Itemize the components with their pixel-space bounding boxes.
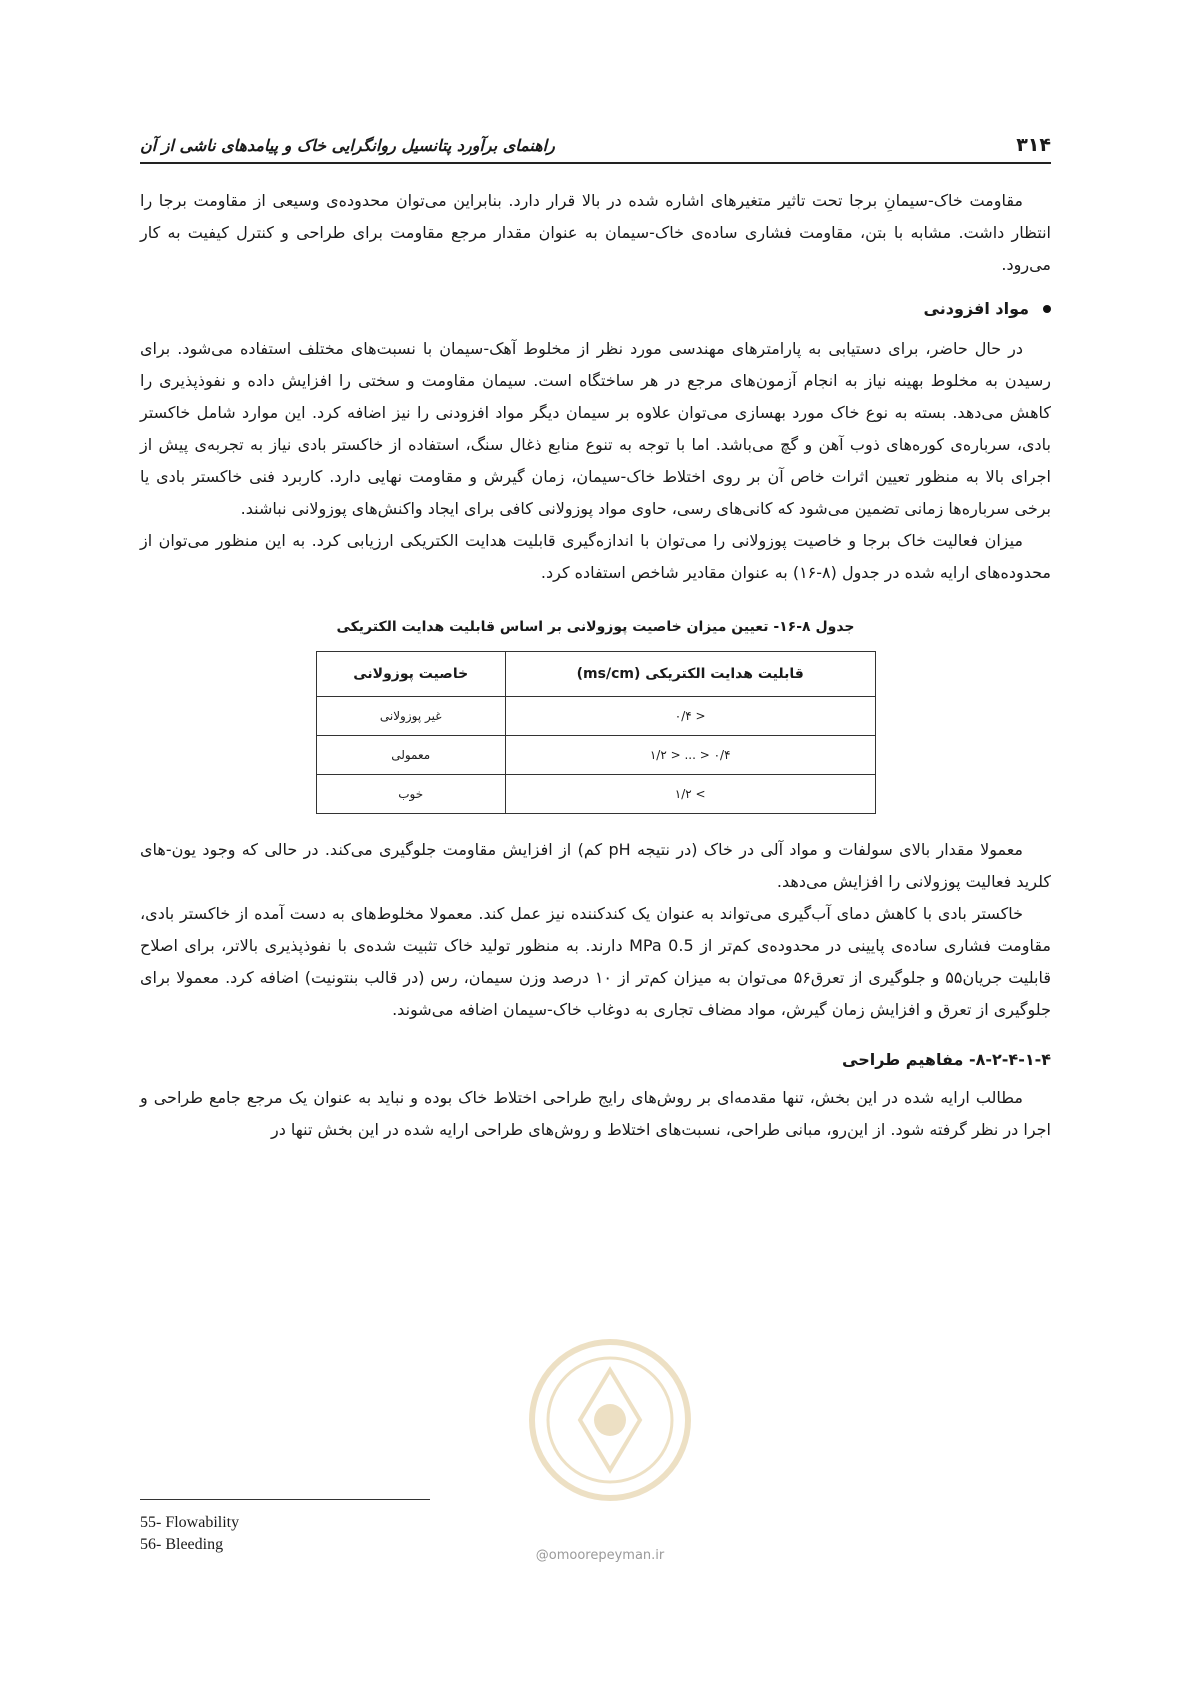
bullet-icon (1043, 305, 1051, 313)
running-title: راهنمای برآورد پتانسیل روانگرایی خاک و پیامدهای ناشی از آن (140, 136, 555, 155)
footnote-divider (140, 1499, 430, 1500)
paragraph-3: میزان فعالیت خاک برجا و خاصیت پوزولانی را می‌توان با اندازه‌گیری قابلیت هدایت الکتریکی ارزیابی کرد. به این منظور می‌توان از محدوده‌های ارایه شده در جدول (۸-۱۶) به عنوان مقادیر شاخص استفاده کرد. (140, 531, 1051, 582)
table-cell: > ۱/۲ (505, 775, 875, 814)
footnote-56: 56- Bleeding (140, 1536, 224, 1553)
table-cell: < ۰/۴ (505, 697, 875, 736)
footnote-55: 55- Flowability (140, 1514, 240, 1531)
table-row (316, 697, 875, 736)
table-cell: ۰/۴ < ... < ۱/۲ (505, 736, 875, 775)
footnotes (140, 1512, 239, 1556)
page-number: ۳۱۴ (1016, 134, 1051, 156)
page-header (140, 128, 1051, 164)
table-cell: غیر پوزولانی (316, 697, 505, 736)
watermark-seal-icon (520, 1310, 700, 1550)
paragraph-2: در حال حاضر، برای دستیابی به پارامترهای مهندسی مورد نظر از مخلوط آهک-سیمان با نسبت‌های مختلف استفاده می‌شود. برای رسیدن به مخلوط بهینه نیاز به انجام آزمون‌های مرجع در هر ساختگاه است. سیمان مقاومت و سختی را افزایش داده و نفوذپذیری را کاهش می‌دهد. بسته به نوع خاک مورد بهسازی می‌توان علاوه بر سیمان دیگر مواد افزودنی را نیز اضافه کرد. این موارد شامل خاکستر بادی، سرباره‌ی کوره‌های ذوب آهن و گچ می‌باشد. اما با توجه به تنوع منابع ذغال سنگ، استفاده از خاکستر بادی نیاز به تجربه‌ی پیش از اجرای بالا به منظور تعیین اثرات خاص آن بر روی اختلاط خاک-سیمان، زمان گیرش و مقاومت نهایی دارد. کاربرد فنی خاکستر بادی یا برخی سرباره‌ها زمانی تضمین می‌شود که کانی‌های رسی، حاوی مواد پوزولانی کافی برای ایجاد واکنش‌های پوزولانی نباشند. (140, 339, 1051, 518)
table-header-cell: خاصیت پوزولانی (316, 652, 505, 697)
table-caption: جدول ۸-۱۶- تعیین میزان خاصیت پوزولانی بر اساس قابلیت هدایت الکتریکی (336, 619, 855, 635)
table-row (316, 736, 875, 775)
paragraph-1: مقاومت خاک-سیمانِ برجا تحت تاثیر متغیرهای اشاره شده در بالا قرار دارد. بنابراین می‌توان محدوده‌ی وسیعی از مقاومت برجا را انتظار داشت. مشابه با بتن، مقاومت فشاری ساده‌ی خاک-سیمان به عنوان مقدار مرجع مقاومت برای طراحی و کنترل کیفیت به کار می‌رود. (140, 191, 1051, 274)
table-header-row (316, 652, 875, 697)
paragraph-6: مطالب ارایه شده در این بخش، تنها مقدمه‌ای بر روش‌های رایج طراحی اختلاط خاک بوده و نباید به عنوان یک مرجع جامع طراحی و اجرا در نظر گرفته شود. از این‌رو، مبانی طراحی، نسبت‌های اختلاط و روش‌های طراحی ارایه شده در این بخش تنها در (140, 1088, 1051, 1139)
table-header-cell: قابلیت هدایت الکتریکی (ms/cm) (505, 652, 875, 697)
table-cell: معمولی (316, 736, 505, 775)
table-cell: خوب (316, 775, 505, 814)
body-text (140, 185, 1051, 1146)
pozzolanic-table (316, 651, 876, 814)
table-row (316, 775, 875, 814)
table-block (316, 611, 876, 814)
bullet-heading (140, 293, 1051, 325)
bullet-heading-text: مواد افزودنی (923, 299, 1029, 318)
paragraph-4: معمولا مقدار بالای سولفات و مواد آلی در خاک (در نتیجه pH کم) از افزایش مقاومت جلوگیری می‌کند. در حالی که وجود یون-های کلرید فعالیت پوزولانی را افزایش می‌دهد. (140, 840, 1051, 891)
watermark-url: @omoorepeyman.ir (535, 1548, 665, 1563)
paragraph-5: خاکستر بادی با کاهش دمای آب‌گیری می‌تواند به عنوان یک کندکننده نیز عمل کند. معمولا مخلوط‌های به دست آمده از خاکستر بادی، مقاومت فشاری ساده‌ی پایینی در محدوده‌ی کم‌تر از 0.5 MPa دارند. به منظور تولید خاک تثبیت شده‌ی با نفوذپذیری بالاتر، برای اصلاح قابلیت جریان۵۵ و جلوگیری از تعرق۵۶ می‌توان به میزان کم‌تر از ۱۰ درصد وزن سیمان، رس (در قالب بنتونیت) اضافه کرد. معمولا برای جلوگیری از تعرق و افزایش زمان گیرش، مواد مضاف تجاری به دوغاب خاک-سیمان اضافه می‌شوند. (140, 904, 1052, 1019)
section-heading: ۸-۲-۴-۱-۴- مفاهیم طراحی (842, 1050, 1051, 1069)
